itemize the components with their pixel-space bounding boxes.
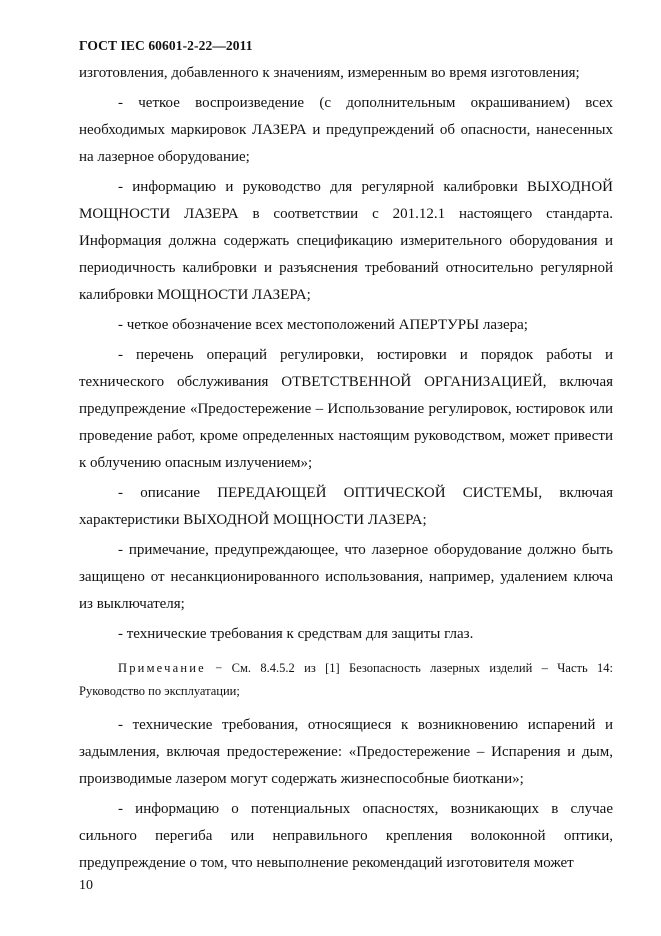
- paragraph: - информацию и руководство для регулярной калибровки ВЫХОДНОЙ МОЩНОСТИ ЛАЗЕРА в соответствии с 201.12.1 настоящего стандарта. Информация должна содержать спецификацию измерительного оборудования и периодичность калибровки и разъяснения требований относительно регулярной калибровки МОЩНОСТИ ЛАЗЕРА;: [79, 179, 613, 303]
- paragraph: - перечень операций регулировки, юстировки и порядок работы и технического обслуживания ОТВЕТСТВЕННОЙ ОРГАНИЗАЦИЕЙ, включая предупреждение «Предостережение – Использование регулировок, юстировок или проведение работ, кроме определенных настоящим руководством, может привести к облучению опасным излучением»;: [79, 347, 613, 471]
- note-text: − См. 8.4.5.2 из [1] Безопасность лазерных изделий – Часть 14: Руководство по эксплуатации;: [79, 661, 613, 698]
- paragraph: - четкое воспроизведение (с дополнительным окрашиванием) всех необходимых маркировок ЛАЗЕРА и предупреждений об опасности, нанесенных на лазерное оборудование;: [79, 95, 613, 165]
- paragraph: - примечание, предупреждающее, что лазерное оборудование должно быть защищено от несанкционированного использования, например, удалением ключа из выключателя;: [79, 542, 613, 612]
- paragraph: - информацию о потенциальных опасностях, возникающих в случае сильного перегиба или неправильного крепления волоконной оптики, предупреждение о том, что невыполнение рекомендаций изготовителя может: [79, 801, 613, 871]
- page-number: 10: [79, 878, 93, 893]
- document-body: [79, 60, 613, 880]
- note: [79, 657, 613, 703]
- paragraph: изготовления, добавленного к значениям, измеренным во время изготовления;: [79, 65, 580, 81]
- paragraph: - технические требования, относящиеся к возникновению испарений и задымления, включая предостережение: «Предостережение – Испарения и дым, производимые лазером могут содержать жизнеспособные биоткани»;: [79, 717, 613, 787]
- paragraph: - четкое обозначение всех местоположений АПЕРТУРЫ лазера;: [118, 317, 528, 333]
- document-header: ГОСТ IEC 60601-2-22—2011: [79, 38, 253, 53]
- paragraph: - технические требования к средствам для защиты глаз.: [118, 626, 474, 642]
- paragraph: - описание ПЕРЕДАЮЩЕЙ ОПТИЧЕСКОЙ СИСТЕМЫ, включая характеристики ВЫХОДНОЙ МОЩНОСТИ ЛАЗЕРА;: [79, 485, 613, 528]
- note-label: Примечание: [118, 661, 206, 675]
